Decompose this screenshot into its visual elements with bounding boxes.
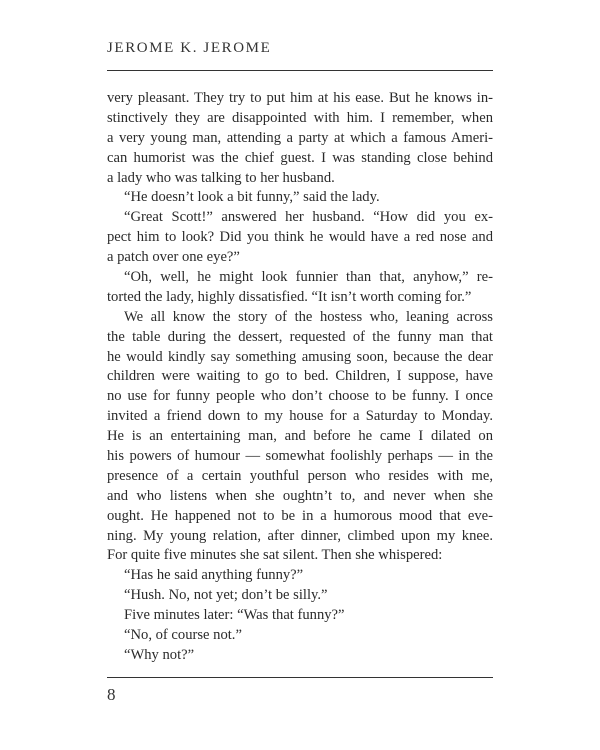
running-head: JEROME K. JEROME bbox=[107, 40, 272, 56]
text-line: ning. My young relation, after dinner, climbed upon my knee. bbox=[107, 527, 493, 544]
text-line: He is an entertaining man, and before he came I dilated on bbox=[107, 428, 493, 445]
footer-rule bbox=[107, 677, 493, 678]
text-line: torted the lady, highly dissatisfied. “It isn’t worth coming for.” bbox=[107, 288, 472, 305]
text-line: Five minutes later: “Was that funny?” bbox=[124, 607, 345, 624]
text-line: For quite five minutes she sat silent. Then she whispered: bbox=[107, 547, 443, 564]
text-line: and who listens when she oughtn’t to, and never when she bbox=[107, 487, 493, 504]
text-line: a very young man, attending a party at which a famous Ameri- bbox=[107, 129, 493, 146]
text-line: no use for funny people who don’t choose to be funny. I once bbox=[107, 388, 493, 405]
text-line: presence of a certain youthful person who resides with me, bbox=[107, 467, 493, 484]
text-line: the table during the dessert, requested of the funny man that bbox=[107, 328, 493, 345]
text-line: he would kindly say something amusing soon, because the dear bbox=[107, 348, 493, 365]
text-line: “Hush. No, not yet; don’t be silly.” bbox=[124, 587, 328, 604]
text-line: “He doesn’t look a bit funny,” said the lady. bbox=[124, 189, 380, 206]
text-line: his powers of humour — somewhat foolishly perhaps — in the bbox=[107, 448, 493, 465]
body-text bbox=[107, 89, 493, 666]
text-line: “No, of course not.” bbox=[124, 627, 242, 644]
text-line: children were waiting to go to bed. Children, I suppose, have bbox=[107, 368, 493, 385]
text-line: a lady who was talking to her husband. bbox=[107, 169, 335, 186]
text-line: a patch over one eye?” bbox=[107, 249, 240, 266]
text-line: pect him to look? Did you think he would have a red nose and bbox=[107, 229, 493, 246]
text-line: “Great Scott!” answered her husband. “How did you ex- bbox=[124, 209, 493, 226]
text-line: stinctively they are disappointed with him. I remember, when bbox=[107, 109, 493, 126]
text-line: “Oh, well, he might look funnier than that, anyhow,” re- bbox=[124, 269, 493, 286]
text-line: We all know the story of the hostess who, leaning across bbox=[124, 308, 493, 325]
text-line: very pleasant. They try to put him at his ease. But he knows in- bbox=[107, 90, 493, 106]
text-line: “Why not?” bbox=[124, 646, 195, 663]
text-line: can humorist was the chief guest. I was standing close behind bbox=[107, 149, 493, 166]
text-line: invited a friend down to my house for a Saturday to Monday. bbox=[107, 408, 493, 425]
header-rule bbox=[107, 70, 493, 71]
page-number: 8 bbox=[107, 685, 116, 704]
text-line: ought. He happened not to be in a humorous mood that eve- bbox=[107, 507, 493, 524]
text-line: “Has he said anything funny?” bbox=[124, 567, 304, 584]
